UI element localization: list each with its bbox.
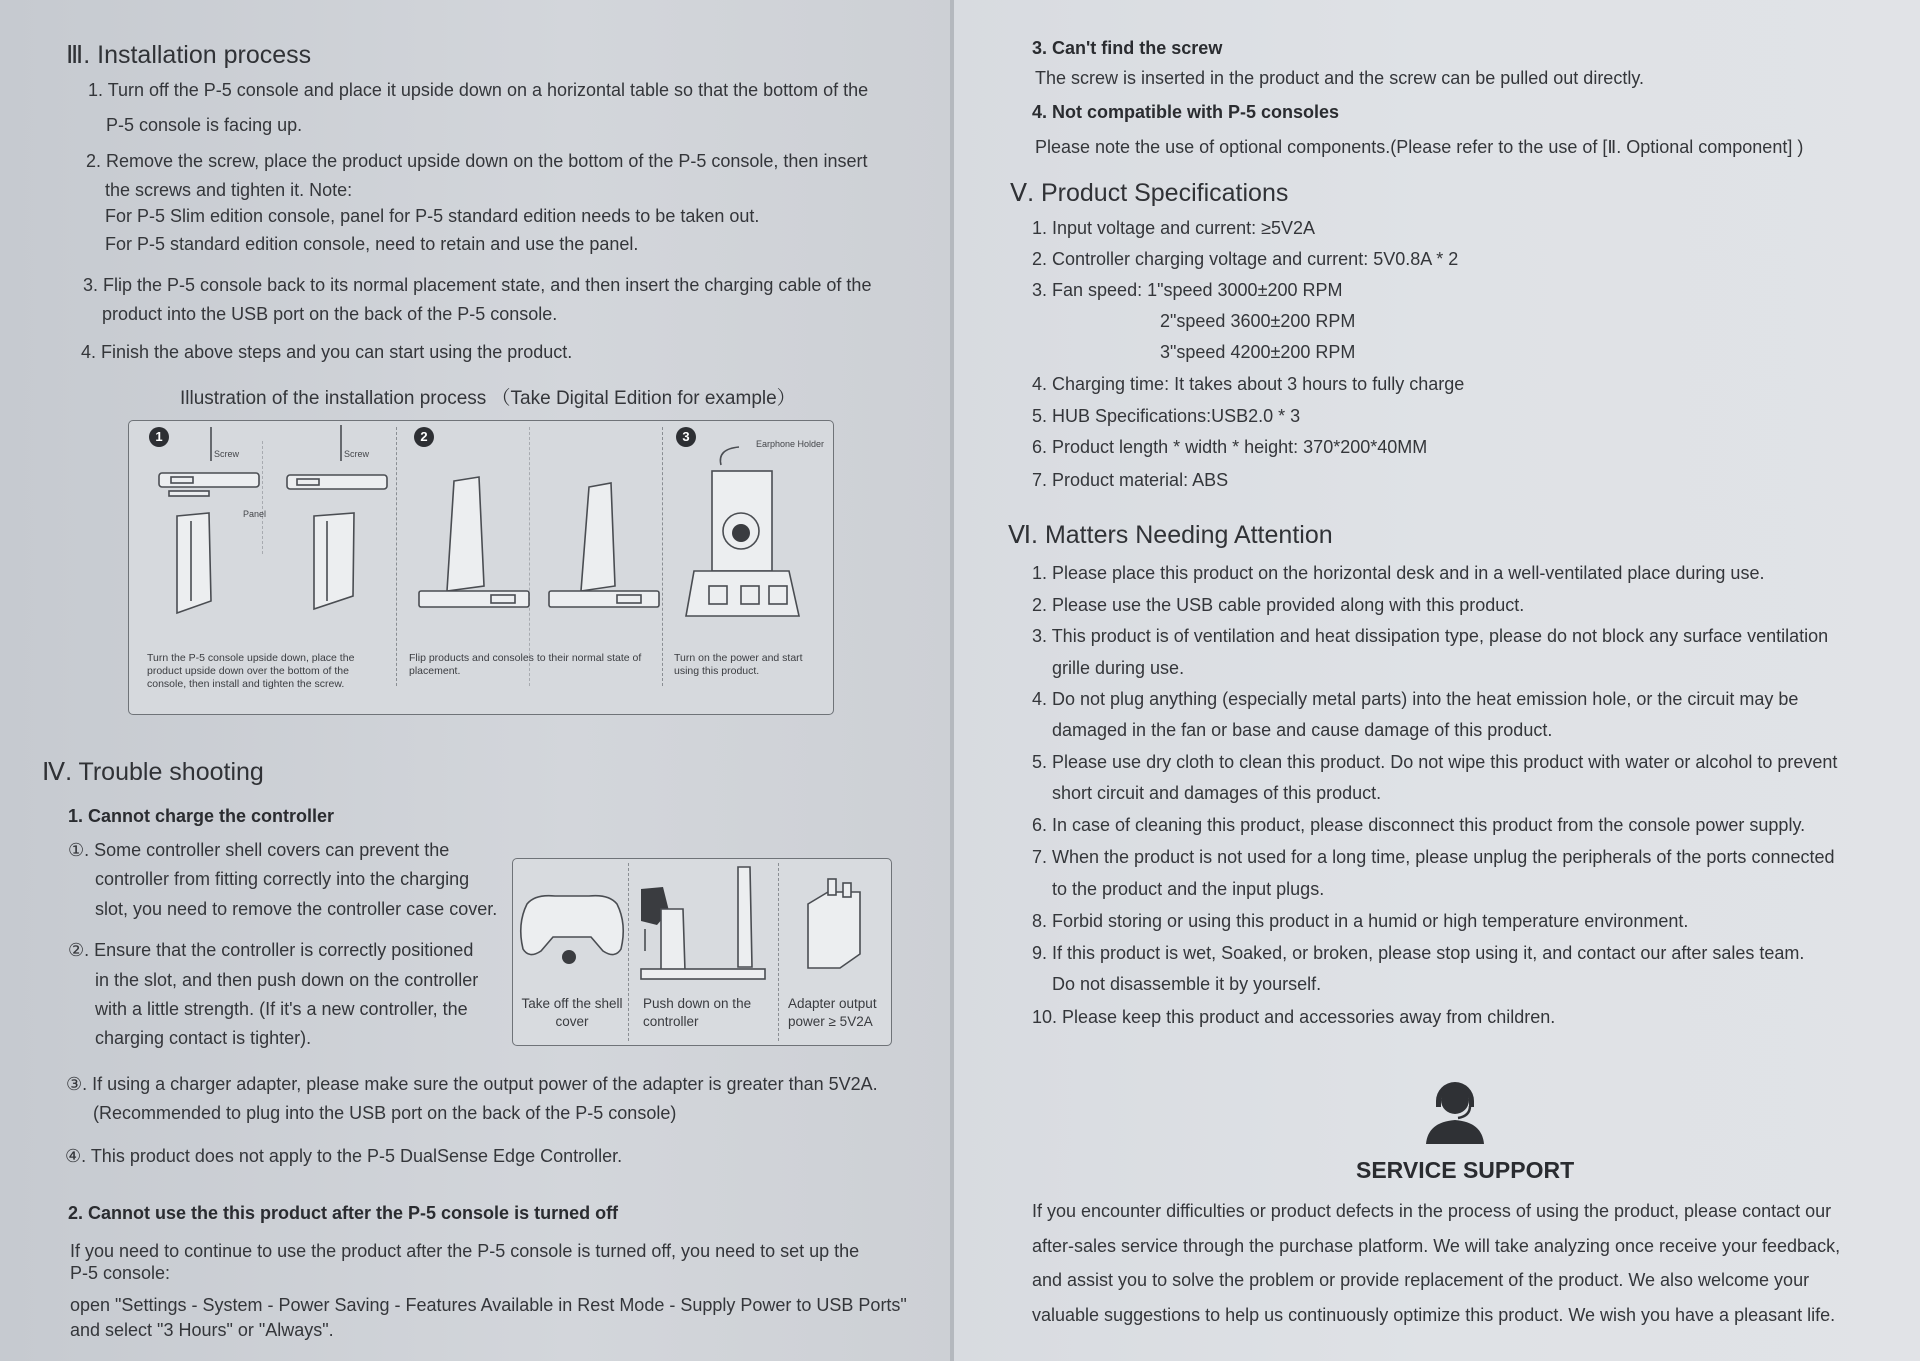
install-line: 1. Turn off the P-5 console and place it upside down on a horizontal table so that the bottom of the [88,80,869,100]
service-line: after-sales service through the purchase platform. We will take analyzing once receive your feedback, [1032,1236,1841,1256]
attention-line: 9. If this product is wet, Soaked, or broken, please stop using it, and contact our after sales team. [1032,943,1805,963]
spec-line: 7. Product material: ABS [1032,470,1229,490]
trouble-caption: Adapter output power ≥ 5V2A [788,996,877,1029]
install-line: 4. Finish the above steps and you can start using the product. [81,342,573,362]
attention-title: Ⅵ. Matters Needing Attention [1008,521,1333,549]
install-line: the screws and tighten it. Note: [105,180,353,200]
attention-line: 8. Forbid storing or using this product in a humid or high temperature environment. [1032,911,1689,931]
trouble-line: in the slot, and then push down on the controller [95,970,479,990]
trouble-line: If you need to continue to use the product after the P-5 console is turned off, you need to set up the [70,1241,860,1261]
attention-line: to the product and the input plugs. [1052,879,1325,899]
illustration-caption: Turn on the power and start using this product. [674,652,803,677]
trouble-line: ②. Ensure that the controller is correctly positioned [68,940,474,960]
panel-label: Panel [243,509,267,519]
step-number: 1 [149,427,169,447]
push-down-icon [641,867,765,979]
trouble-title: Ⅳ. Trouble shooting [42,758,264,786]
attention-line: 4. Do not plug anything (especially metal parts) into the heat emission hole, or the circuit may be [1032,689,1799,709]
console-upside-down-icon [159,427,259,613]
spec-line: 5. HUB Specifications:USB2.0 * 3 [1032,406,1301,426]
attention-line: grille during use. [1052,658,1185,678]
illustration-title: Illustration of the installation process （Take Digital Edition for example） [180,388,796,409]
step-number: 2 [414,427,434,447]
service-line: If you encounter difficulties or product defects in the process of using the product, please contact our [1032,1201,1832,1221]
trouble-item1-title: 1. Cannot charge the controller [68,806,335,826]
spec-line: 4. Charging time: It takes about 3 hours to fully charge [1032,374,1465,394]
attention-line: short circuit and damages of this product. [1052,783,1382,803]
service-title: SERVICE SUPPORT [1356,1157,1575,1183]
trouble-line: controller from fitting correctly into the charging [95,869,470,889]
attention-line: damaged in the fan or base and cause damage of this product. [1052,720,1553,740]
illustration-caption: Flip products and consoles to their normal state of placement. [409,652,642,677]
attention-line: 1. Please place this product on the horizontal desk and in a well-ventilated place during use. [1032,563,1765,583]
attention-line: 6. In case of cleaning this product, please disconnect this product from the console power supply. [1032,815,1806,835]
trouble-drawings [513,859,891,989]
attention-line: 10. Please keep this product and accessories away from children. [1032,1007,1556,1027]
attention-line: 3. This product is of ventilation and heat dissipation type, please do not block any surface ventilation [1032,626,1829,646]
trouble-line: slot, you need to remove the controller case cover. [95,899,498,919]
trouble-line: and select "3 Hours" or "Always". [70,1320,334,1340]
spec-line: 2"speed 3600±200 RPM [1160,311,1356,331]
step-number: 3 [676,427,696,447]
trouble-line: ④. This product does not apply to the P-5 DualSense Edge Controller. [65,1146,623,1166]
trouble-line: charging contact is tighter). [95,1028,312,1048]
installation-illustration [128,420,834,715]
trouble-line: ③. If using a charger adapter, please make sure the output power of the adapter is greater than 5V2A. [66,1074,878,1094]
install-line: 3. Flip the P-5 console back to its normal placement state, and then insert the charging cable of the [83,275,872,295]
screw-label: Screw [344,449,370,459]
install-line: 2. Remove the screw, place the product upside down on the bottom of the P-5 console, then insert [86,151,868,171]
item4-title: 4. Not compatible with P-5 consoles [1032,102,1340,122]
spec-line: 2. Controller charging voltage and current: 5V0.8A * 2 [1032,249,1459,269]
headset-support-icon [1420,1078,1490,1148]
install-line: P-5 console is facing up. [106,115,303,135]
charging-station-icon [686,447,799,616]
spec-line: 6. Product length * width * height: 370*200*40MM [1032,437,1428,457]
adapter-icon [808,879,860,968]
page-fold [950,0,954,1361]
install-line: product into the USB port on the back of the P-5 console. [102,304,558,324]
installation-drawings [129,421,829,651]
installation-title: Ⅲ. Installation process [66,41,312,69]
attention-line: 7. When the product is not used for a long time, please unplug the peripherals of the ports connected [1032,847,1835,867]
spec-line: 3. Fan speed: 1"speed 3000±200 RPM [1032,280,1343,300]
attention-line: Do not disassemble it by yourself. [1052,974,1322,994]
spec-line: 3"speed 4200±200 RPM [1160,342,1356,362]
install-line: For P-5 standard edition console, need to retain and use the panel. [105,234,639,254]
item3-title: 3. Can't find the screw [1032,38,1223,58]
service-line: valuable suggestions to help us continuously optimize this product. We wish you have a pleasant life. [1032,1305,1836,1325]
attention-line: 2. Please use the USB cable provided along with this product. [1032,595,1525,615]
console-slim-icon [287,425,387,609]
trouble-line: with a little strength. (If it's a new controller, the [95,999,468,1019]
trouble-caption: Take off the shell cover [521,996,623,1029]
item4-text: Please note the use of optional components.(Please refer to the use of [Ⅱ. Optional component] ) [1035,137,1804,157]
illustration-caption: Turn the P-5 console upside down, place the product upside down over the bottom of the console, then install and tighten the screw. [147,652,355,690]
console-standing-icon [419,477,659,607]
earphone-holder-label: Earphone Holder [756,439,825,449]
attention-line: 5. Please use dry cloth to clean this product. Do not wipe this product with water or alcohol to prevent [1032,752,1838,772]
trouble-item2-title: 2. Cannot use the this product after the P-5 console is turned off [68,1203,619,1223]
trouble-line: ①. Some controller shell covers can prevent the [68,840,450,860]
spec-line: 1. Input voltage and current: ≥5V2A [1032,218,1316,238]
service-line: and assist you to solve the problem or provide replacement of the product. We also welcome your [1032,1270,1810,1290]
trouble-line: (Recommended to plug into the USB port on the back of the P-5 console) [93,1103,677,1123]
controller-icon [521,896,624,964]
trouble-line: P-5 console: [70,1263,171,1283]
install-line: For P-5 Slim edition console, panel for P-5 standard edition needs to be taken out. [105,206,760,226]
item3-text: The screw is inserted in the product and the screw can be pulled out directly. [1035,68,1644,88]
trouble-illustration [512,858,892,1046]
trouble-caption: Push down on the controller [643,996,752,1029]
specs-title: Ⅴ. Product Specifications [1010,179,1289,207]
trouble-line: open "Settings - System - Power Saving - Features Available in Rest Mode - Supply Power to USB Ports" [70,1295,907,1315]
screw-label: Screw [214,449,240,459]
